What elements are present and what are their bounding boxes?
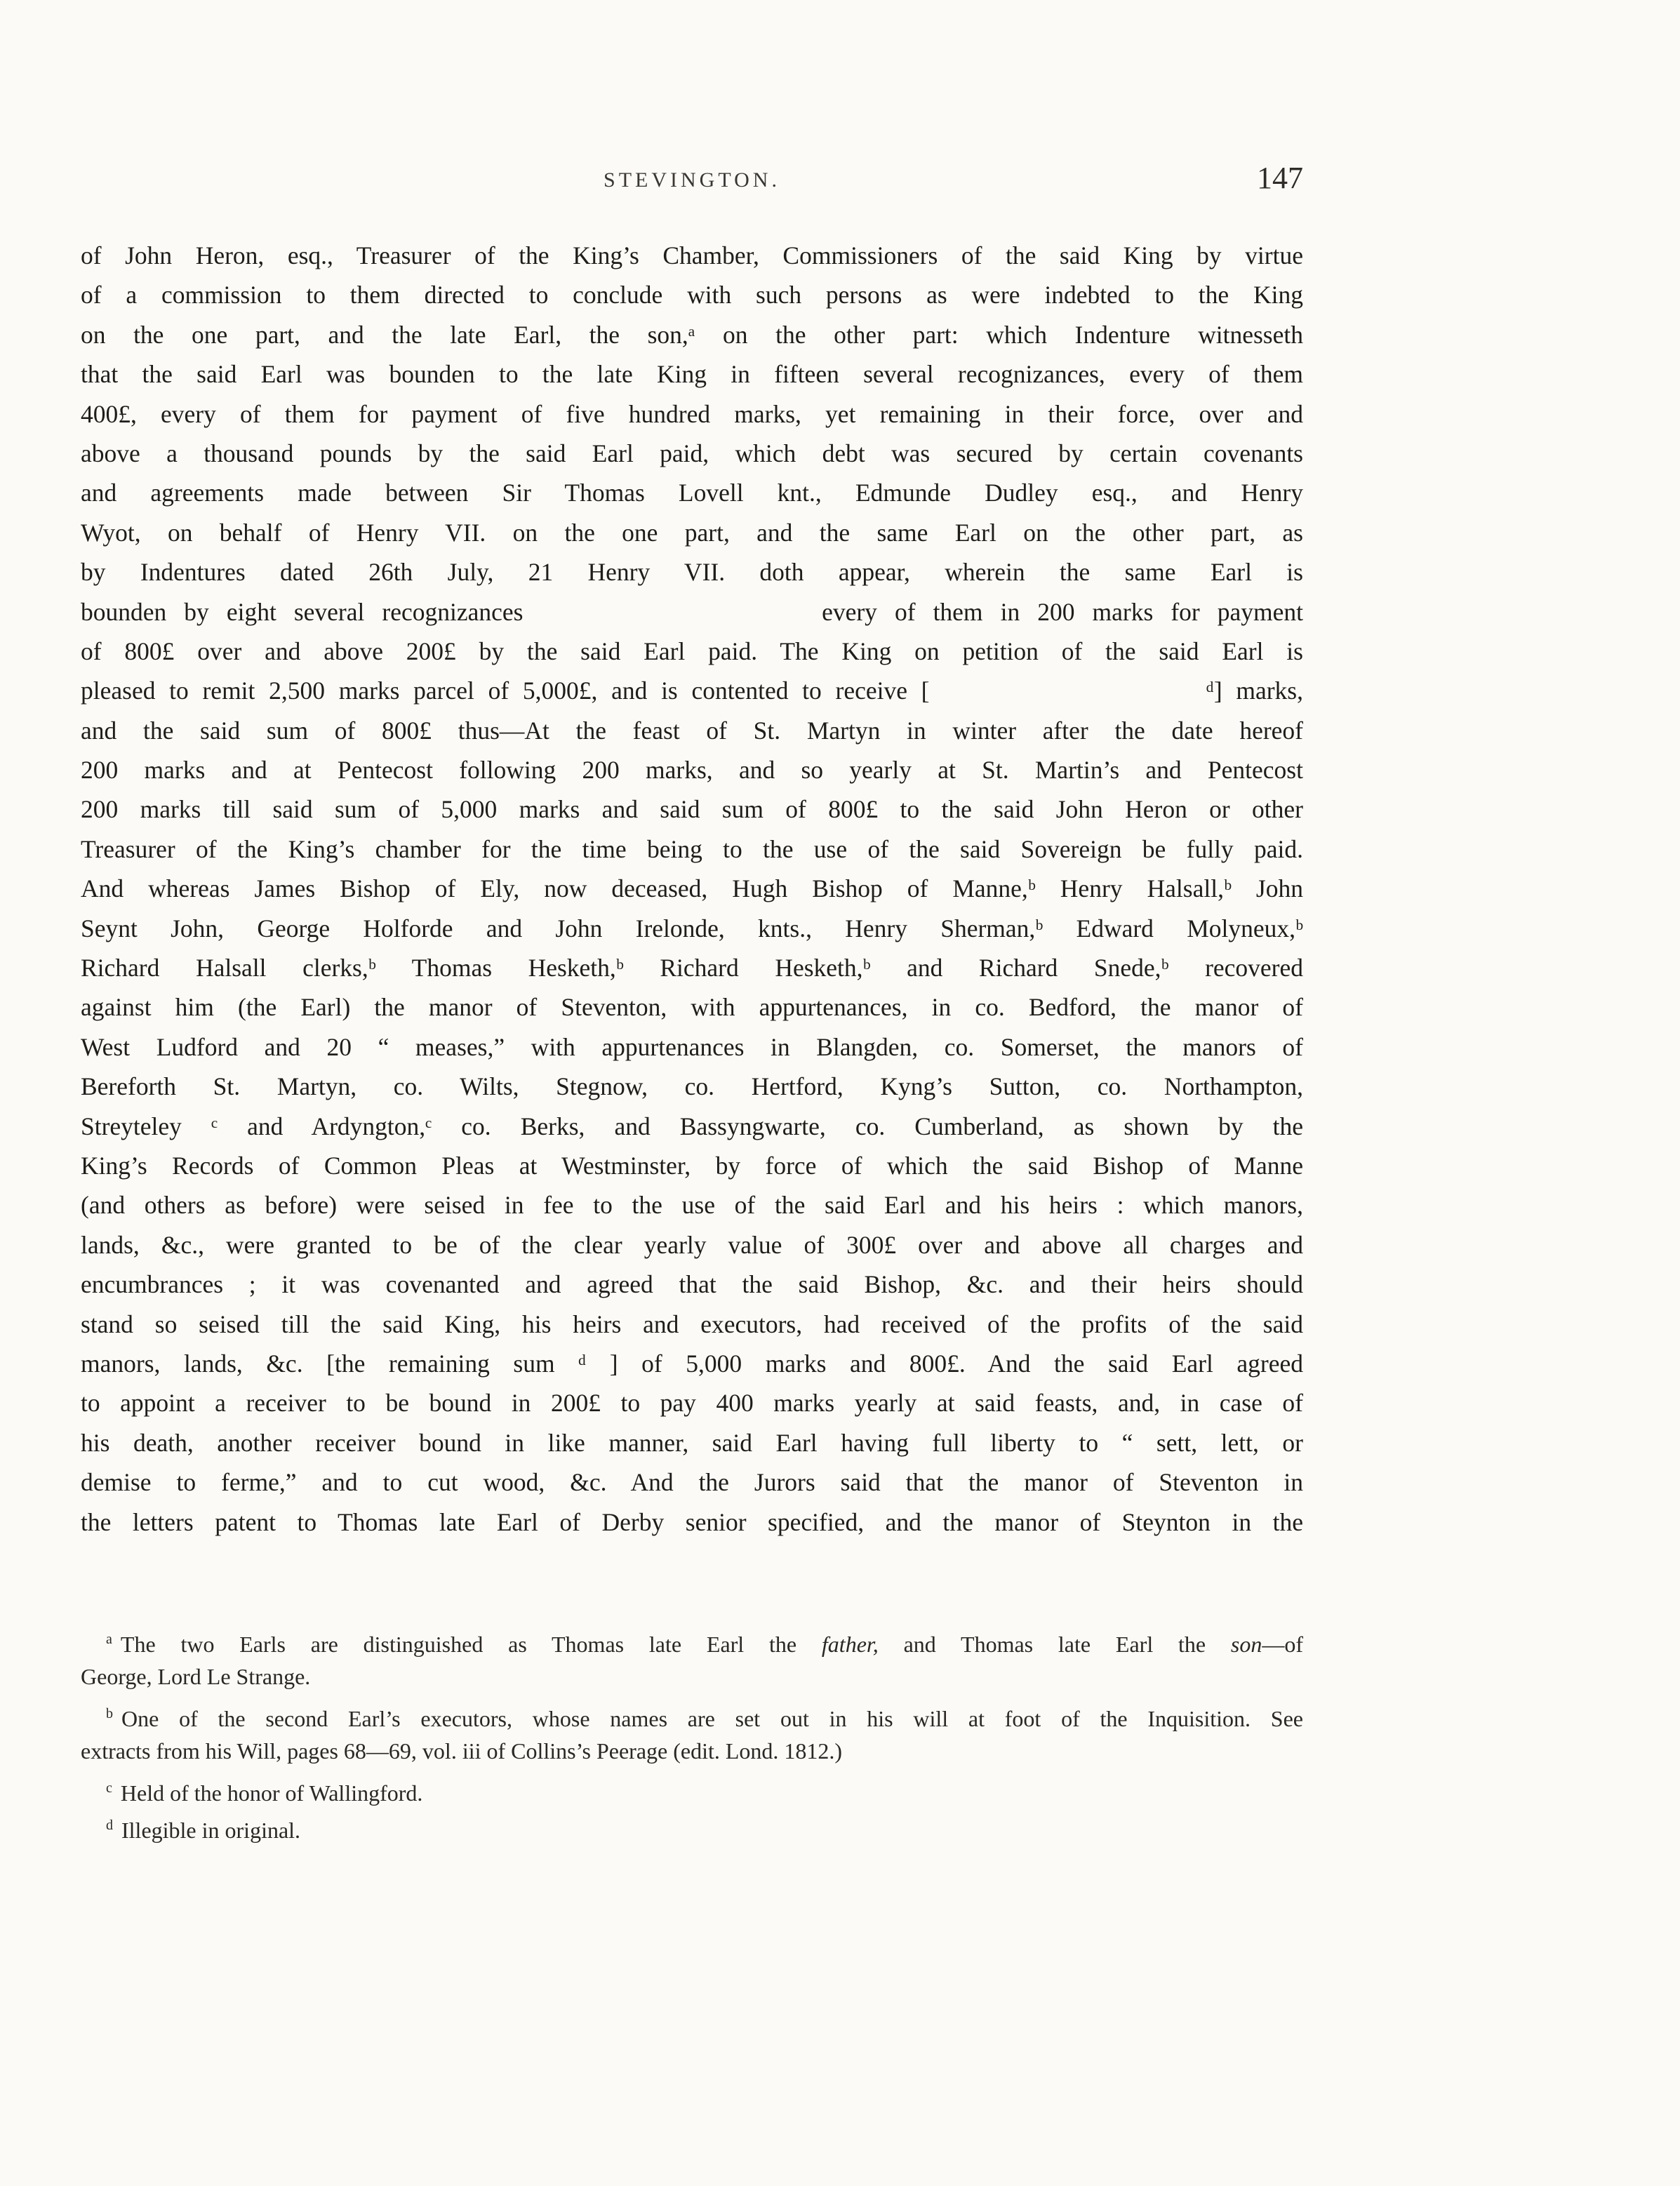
footnote-d [81, 1807, 1303, 1844]
body-line: the letters patent to Thomas late Earl of Derby senior specified, and the manor of Steynton in the [81, 1507, 1303, 1536]
footnote-mark: a [106, 1632, 112, 1647]
body-line: by Indentures dated 26th July, 21 Henry VII. doth appear, wherein the same Earl is [81, 558, 1303, 587]
body-line: to appoint a receiver to be bound in 200£ to pay 400 marks yearly at said feasts, and, in case of [81, 1389, 1303, 1418]
footnote-mark: c [106, 1780, 112, 1796]
body-line: Bereforth St. Martyn, co. Wilts, Stegnow, co. Hertford, Kyng’s Sutton, co. Northampton, [81, 1072, 1303, 1101]
footnote-text: Held of the honor of Wallingford. [120, 1780, 423, 1806]
footnote-text: Illegible in original. [121, 1818, 301, 1843]
footnote-text: and Thomas late Earl the [878, 1632, 1231, 1657]
body-line: and agreements made between Sir Thomas Lovell knt., Edmunde Dudley esq., and Henry [81, 479, 1303, 507]
footnote-text: —of [1262, 1632, 1303, 1657]
body-line: against him (the Earl) the manor of Steventon, with appurtenances, in co. Bedford, the manor of [81, 993, 1303, 1022]
body-line: manors, lands, &c. [the remaining sum ᵈ ] of 5,000 marks and 800£. And the said Earl agreed [81, 1349, 1303, 1378]
footnotes [81, 1621, 1303, 1844]
body-line: pleased to remit 2,500 marks parcel of 5,000£, and is contented to receive [ ᵈ] marks, [81, 677, 1303, 705]
body-line: 400£, every of them for payment of five hundred marks, yet remaining in their force, over and [81, 399, 1303, 428]
body-line: Wyot, on behalf of Henry VII. on the one part, and the same Earl on the other part, as [81, 518, 1303, 547]
body-line: encumbrances ; it was covenanted and agreed that the said Bishop, &c. and their heirs should [81, 1270, 1303, 1299]
footnote-mark: d [106, 1818, 113, 1833]
body-line: Treasurer of the King’s chamber for the time being to the use of the said Sovereign be fully paid. [81, 834, 1303, 863]
body-line: of John Heron, esq., Treasurer of the King’s Chamber, Commissioners of the said King by virtue [81, 241, 1303, 269]
body-line: Seynt John, George Holforde and John Irelonde, knts., Henry Sherman,ᵇ Edward Molyneux,ᵇ [81, 914, 1303, 942]
body-line: his death, another receiver bound in like manner, said Earl having full liberty to “ sett, lett, or [81, 1428, 1303, 1457]
body-line: of 800£ over and above 200£ by the said Earl paid. The King on petition of the said Earl is [81, 637, 1303, 665]
body-line: (and others as before) were seised in fee to the use of the said Earl and his heirs : which manors, [81, 1191, 1303, 1220]
body-line: of a commission to them directed to conclude with such persons as were indebted to the King [81, 281, 1303, 309]
body-line: Streyteley ᶜ and Ardyngton,ᶜ co. Berks, and Bassyngwarte, co. Cumberland, as shown by the [81, 1112, 1303, 1140]
body-line: stand so seised till the said King, his heirs and executors, had received of the profits of the said [81, 1309, 1303, 1338]
footnote-text: One of the second Earl’s executors, whose names are set out in his will at foot of the Inquisition. See [121, 1706, 1303, 1731]
footnote-c [81, 1770, 1303, 1807]
footnote-mark: b [106, 1706, 113, 1721]
body-line: bounden by eight several recognizances every of them in 200 marks for payment [81, 597, 1303, 626]
body-line: and the said sum of 800£ thus—At the feast of St. Martyn in winter after the date hereof [81, 716, 1303, 745]
footnote-a-continuation: George, Lord Le Strange. [81, 1664, 311, 1689]
body-line: that the said Earl was bounden to the late King in fifteen several recognizances, every of them [81, 360, 1303, 389]
body-line: above a thousand pounds by the said Earl paid, which debt was secured by certain covenants [81, 439, 1303, 467]
body-text [81, 236, 1303, 1542]
body-line: And whereas James Bishop of Ely, now deceased, Hugh Bishop of Manne,ᵇ Henry Halsall,ᵇ John [81, 874, 1303, 903]
body-line: lands, &c., were granted to be of the clear yearly value of 300£ over and above all charges and [81, 1230, 1303, 1259]
footnote-b [81, 1695, 1303, 1733]
body-line: on the one part, and the late Earl, the son,ᵃ on the other part: which Indenture witnesseth [81, 320, 1303, 349]
running-title: STEVINGTON. [604, 168, 780, 192]
body-line: West Ludford and 20 “ meases,” with appurtenances in Blangden, co. Somerset, the manors of [81, 1032, 1303, 1061]
running-header [81, 160, 1303, 202]
body-line: 200 marks and at Pentecost following 200 marks, and so yearly at St. Martin’s and Pentecost [81, 756, 1303, 785]
body-line: 200 marks till said sum of 5,000 marks and said sum of 800£ to the said John Heron or other [81, 795, 1303, 824]
footnote-b-continuation: extracts from his Will, pages 68—69, vol. iii of Collins’s Peerage (edit. Lond. 1812.) [81, 1738, 843, 1764]
page-number: 147 [1257, 161, 1303, 195]
footnote-italic: father, [821, 1632, 879, 1657]
body-line: King’s Records of Common Pleas at Westminster, by force of which the said Bishop of Manne [81, 1151, 1303, 1180]
body-line: demise to ferme,” and to cut wood, &c. And the Jurors said that the manor of Steventon in [81, 1468, 1303, 1497]
body-line: Richard Halsall clerks,ᵇ Thomas Hesketh,ᵇ Richard Hesketh,ᵇ and Richard Snede,ᵇ recovered [81, 954, 1303, 982]
footnote-italic: son [1230, 1632, 1262, 1657]
footnote-text: The two Earls are distinguished as Thomas late Earl the [120, 1632, 822, 1657]
footnote-a [81, 1621, 1303, 1658]
